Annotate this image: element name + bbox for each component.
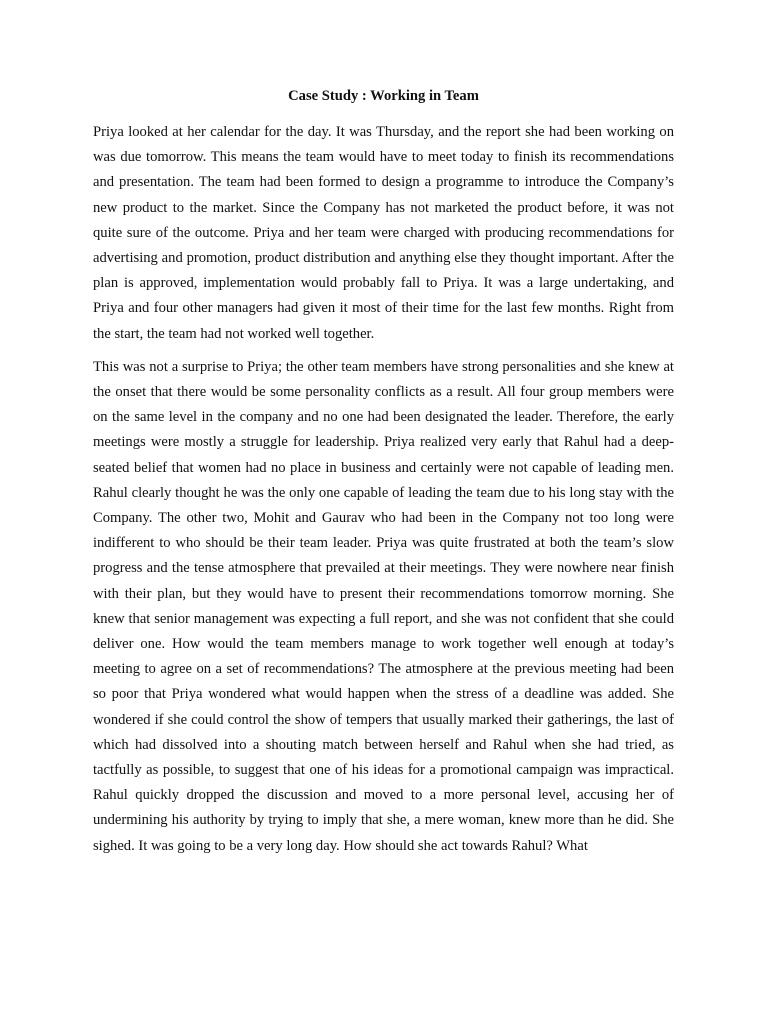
document-body [93,86,674,867]
paragraph-1: Priya looked at her calendar for the day. It was Thursday, and the report she had been working on was due tomorrow. This means the team would have to meet today to finish its recommendations and presentation. The team had been formed to design a programme to introduce the Company’s new product to the market. Since the Company has not marketed the product before, it was not quite sure of the outcome. Priya and her team were charged with producing recommendations for advertising and promotion, product distribution and anything else they thought important. After the plan is approved, implementation would probably fall to Priya. It was a large undertaking, and Priya and four other managers had given it most of their time for the last few months. Right from the start, the team had not worked well together. [93,124,674,342]
paragraph-2: This was not a surprise to Priya; the other team members have strong personalities and she knew at the onset that there would be some personality conflicts as a result. All four group members were on the same level in the company and no one had been designated the leader. Therefore, the early meetings were mostly a struggle for leadership. Priya realized very early that Rahul had a deep-seated belief that women had no place in business and certainly were not capable of leading men. Rahul clearly thought he was the only one capable of leading the team due to his long stay with the Company. The other two, Mohit and Gaurav who had been in the Company not too long were indifferent to who should be their team leader. Priya was quite frustrated at both the team’s slow progress and the tense atmosphere that prevailed at their meetings. They were nowhere near finish with their plan, but they would have to present their recommendations tomorrow morning. She knew that senior management was expecting a full report, and she was not confident that she could deliver one. How would the team members manage to work together well enough at today’s meeting to agree on a set of recommendations? The atmosphere at the previous meeting had been so poor that Priya wondered what would happen when the stress of a deadline was added. She wondered if she could control the show of tempers that usually marked their gatherings, the last of which had dissolved into a shouting match between herself and Rahul when she had tried, as tactfully as possible, to suggest that one of his ideas for a promotional campaign was impractical. Rahul quickly dropped the discussion and moved to a more personal level, accusing her of undermining his authority by trying to imply that she, a mere woman, knew more than he did. She sighed. It was going to be a very long day. How should she act towards Rahul? What [93,358,674,854]
document-title: Case Study : Working in Team [288,88,479,104]
